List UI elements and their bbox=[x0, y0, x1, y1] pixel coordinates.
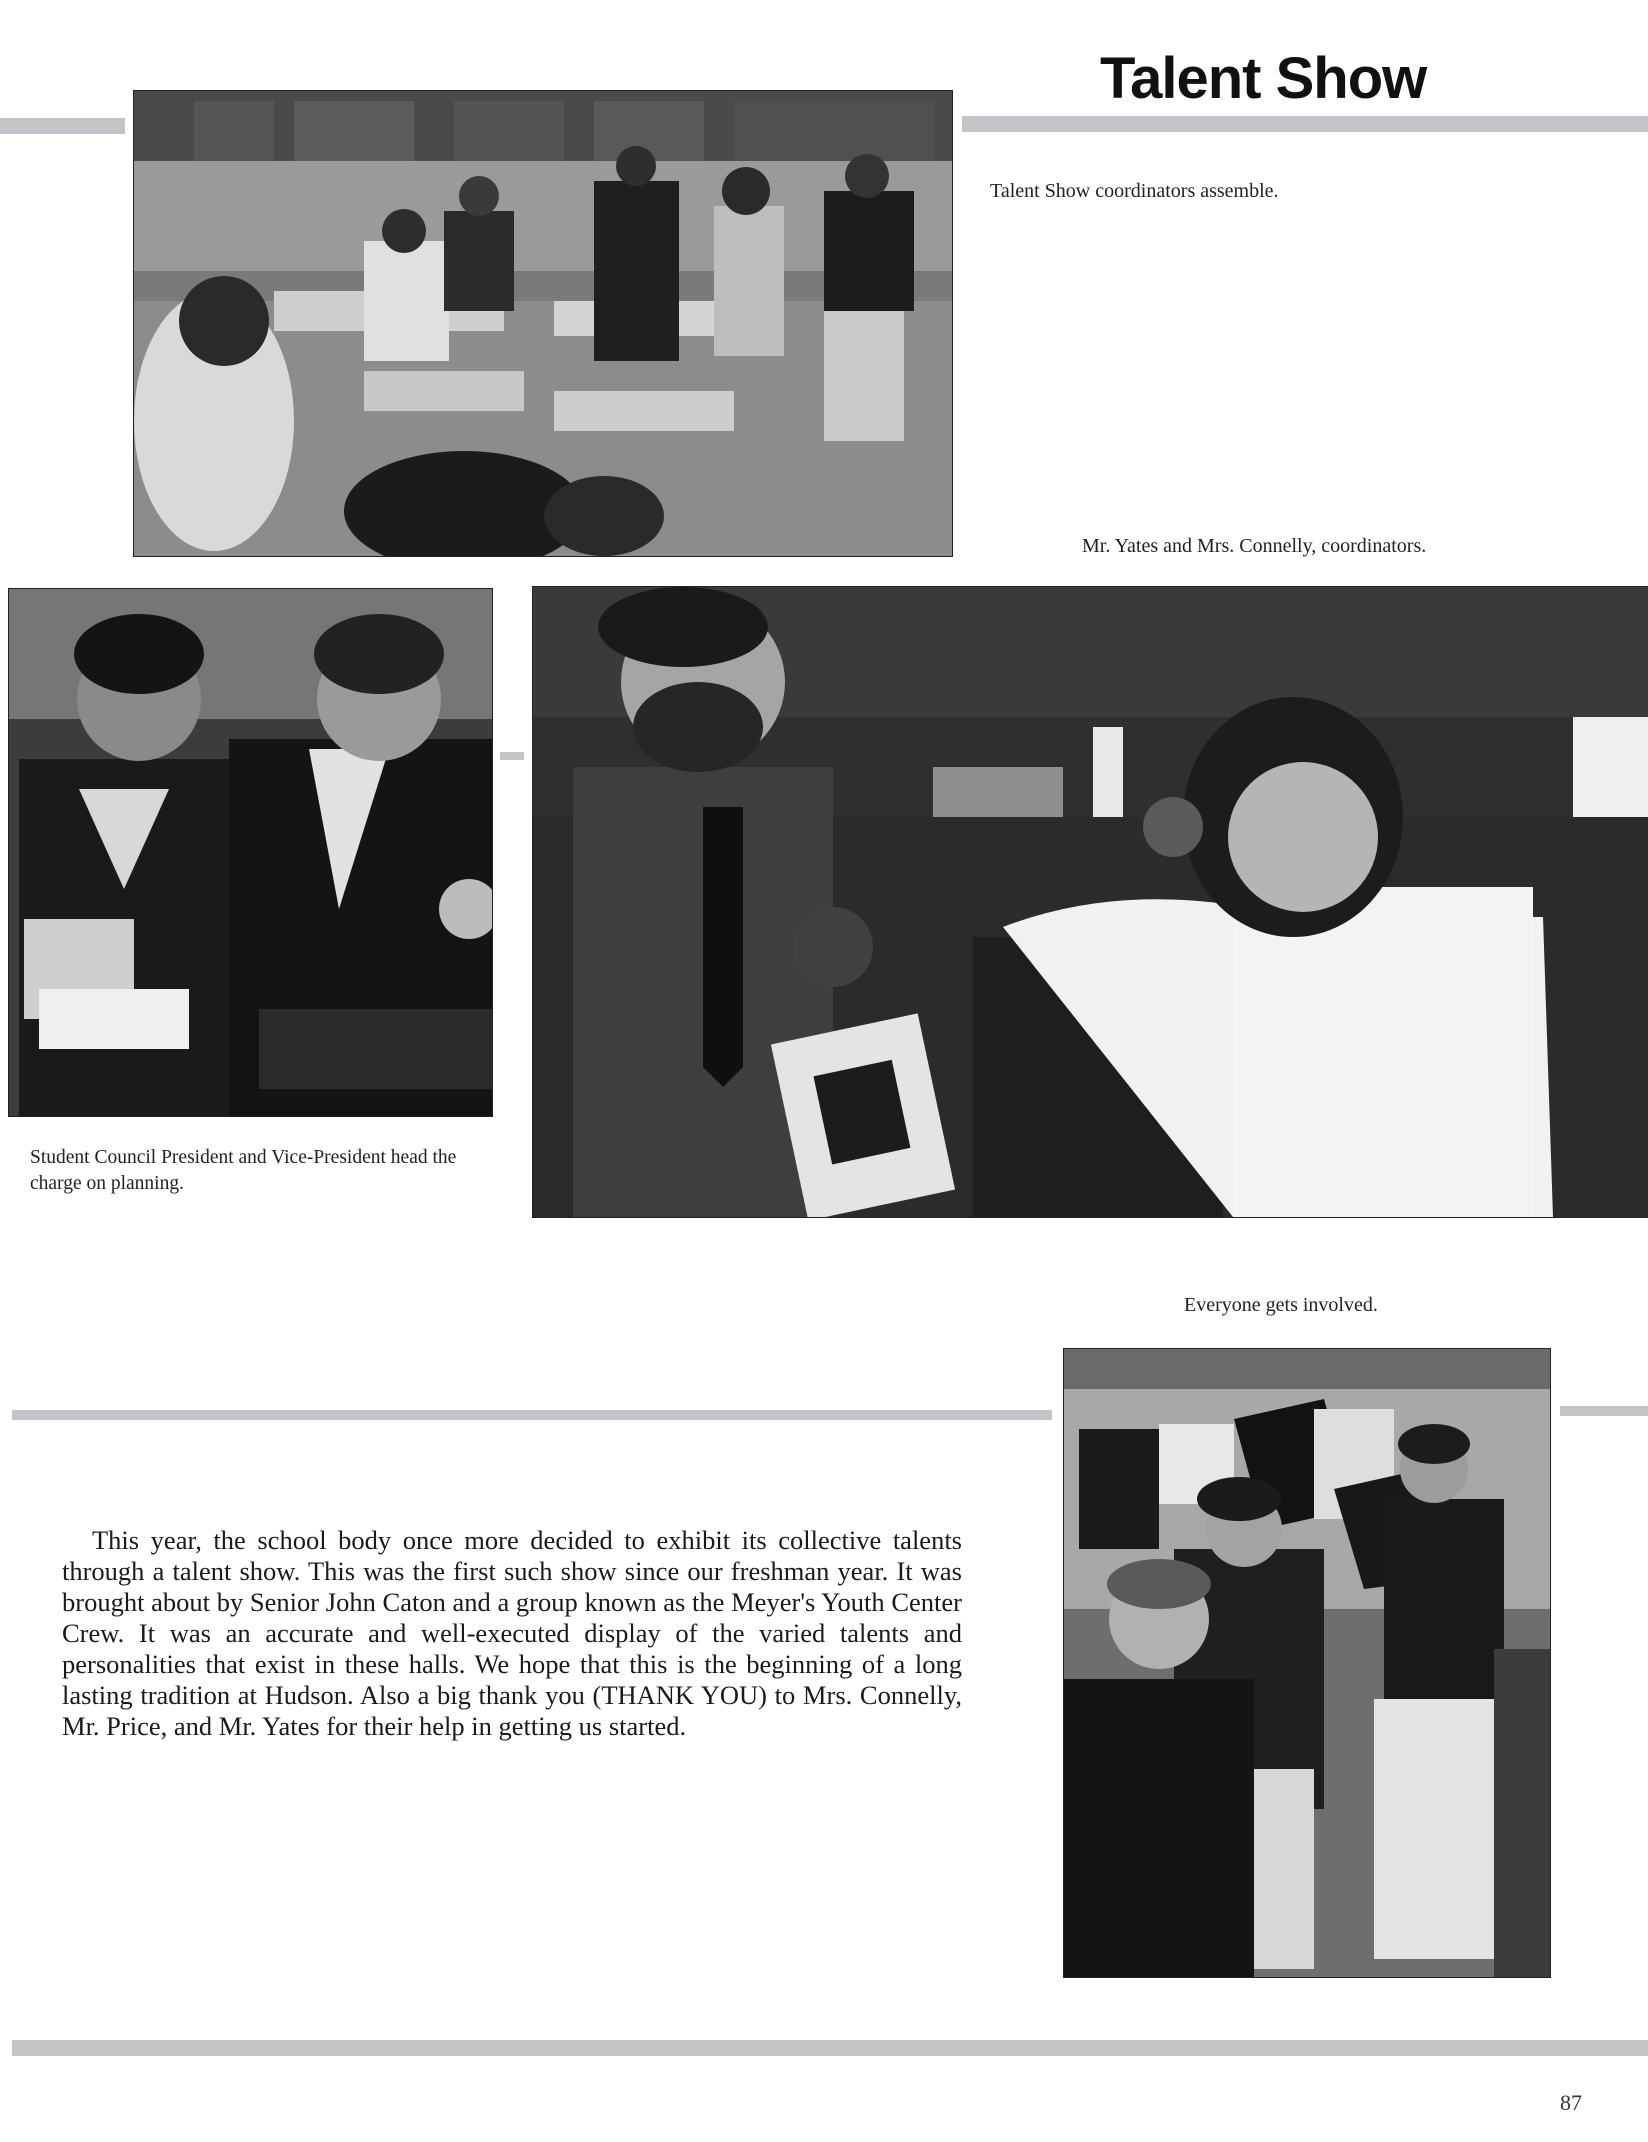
page-title: Talent Show bbox=[1100, 46, 1427, 111]
classroom-photo-image bbox=[134, 91, 952, 556]
caption-everyone-involved: Everyone gets involved. bbox=[1184, 1294, 1378, 1316]
student-council-photo bbox=[8, 588, 493, 1117]
student-council-photo-image bbox=[9, 589, 492, 1116]
caption-yates-connelly: Mr. Yates and Mrs. Connelly, coordinators. bbox=[1082, 535, 1427, 557]
section-rule-right bbox=[1560, 1406, 1648, 1416]
header-rule-left bbox=[0, 118, 125, 134]
classroom-photo bbox=[133, 90, 953, 557]
teachers-photo bbox=[532, 586, 1648, 1218]
middle-rule-small bbox=[500, 752, 524, 760]
header-rule-right bbox=[962, 116, 1648, 132]
group-photo bbox=[1063, 1348, 1551, 1978]
page-number: 87 bbox=[1560, 2090, 1582, 2115]
caption-student-council: Student Council President and Vice-President head the charge on planning. bbox=[30, 1147, 457, 1194]
group-photo-image bbox=[1064, 1349, 1550, 1977]
article-body: This year, the school body once more decided to exhibit its collective talents through a talent show. This was the first such show since our freshman year. It was brought about by Senior John Caton and a group known as the Meyer's Youth Center Crew. It was an accurate and well-executed display of the varied talents and personalities that exist in these halls. We hope that this is the beginning of a long lasting tradition at Hudson. Also a big thank you (THANK YOU) to Mrs. Connelly, Mr. Price, and Mr. Yates for their help in getting us started. bbox=[62, 1525, 962, 1741]
section-rule-left bbox=[12, 1410, 1052, 1420]
footer-rule bbox=[12, 2040, 1648, 2056]
teachers-photo-image bbox=[533, 587, 1648, 1217]
caption-coordinators-assemble: Talent Show coordinators assemble. bbox=[990, 180, 1279, 202]
